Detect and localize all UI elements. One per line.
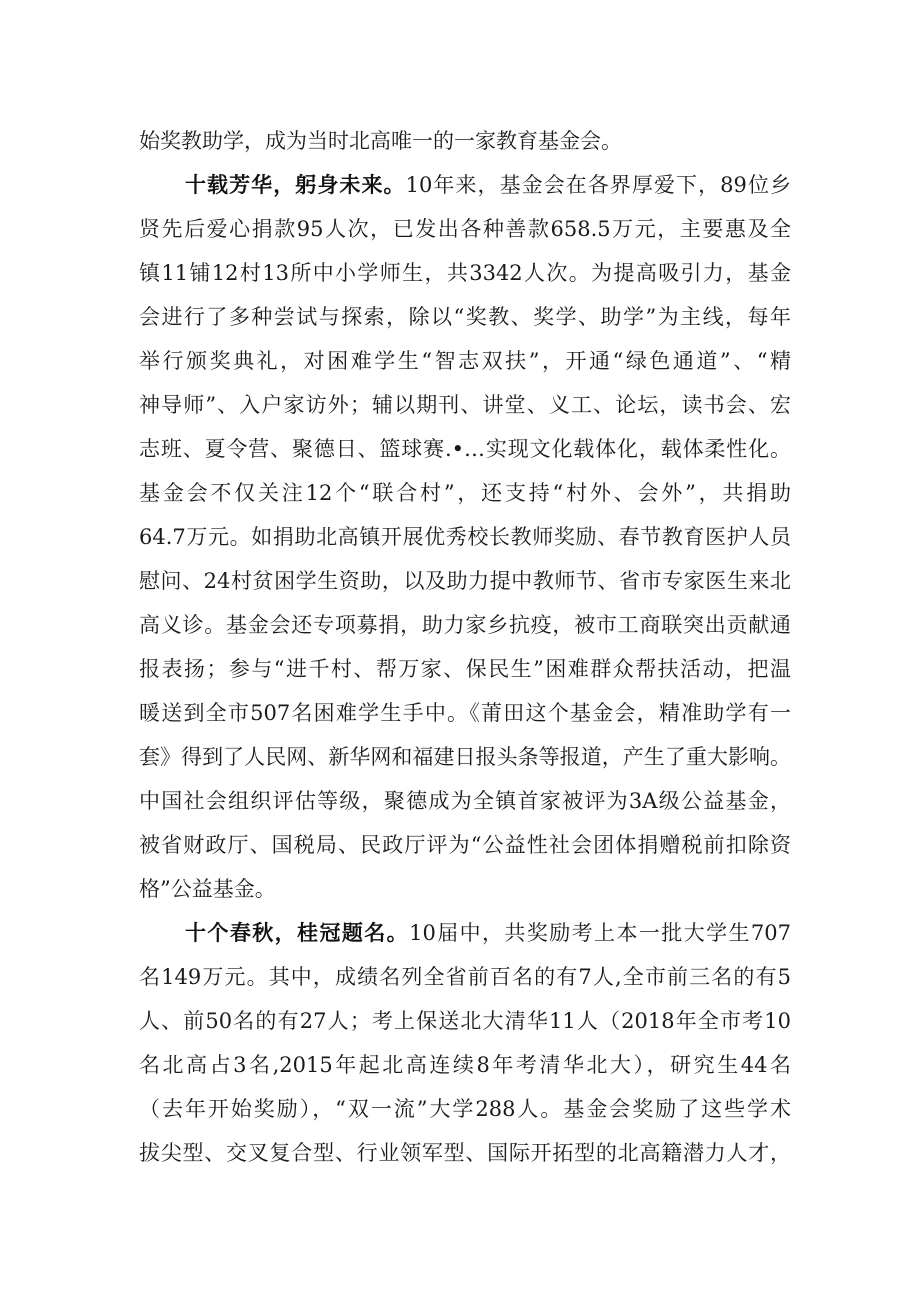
line-text: 会进行了多种尝试与探索，除以“奖教、奖学、助学”为主线，每年 bbox=[139, 305, 791, 329]
text-line bbox=[139, 119, 622, 163]
line-text: 格”公益基金。 bbox=[139, 877, 276, 901]
text-line bbox=[139, 603, 791, 647]
paragraph-start-line bbox=[185, 911, 791, 955]
text-line bbox=[139, 779, 791, 823]
text-line bbox=[139, 1043, 791, 1087]
line-text: 64.7万元。如捐助北高镇开展优秀校长教师奖励、春节教育医护人员 bbox=[139, 525, 791, 549]
line-text: 名北高占3名,2015年起北高连续8年考清华北大），研究生44名 bbox=[139, 1053, 791, 1077]
line-text: 镇11铺12村13所中小学师生，共3342人次。为提高吸引力，基金 bbox=[139, 261, 791, 285]
text-line bbox=[139, 471, 791, 515]
line-text: 始奖教助学，成为当时北高唯一的一家教育基金会。 bbox=[139, 129, 622, 153]
text-line bbox=[139, 1131, 791, 1175]
text-line bbox=[139, 295, 791, 339]
text-line bbox=[139, 383, 791, 427]
text-line bbox=[139, 955, 791, 999]
section-lead: 十个春秋，桂冠题名。 bbox=[185, 921, 410, 945]
text-line bbox=[139, 647, 791, 691]
text-line bbox=[139, 691, 791, 735]
line-text: 高义诊。基金会还专项募捐，助力家乡抗疫，被市工商联突出贡献通 bbox=[139, 613, 791, 637]
line-text: 中国社会组织评估等级，聚德成为全镇首家被评为3A级公益基金， bbox=[139, 789, 791, 813]
section-lead: 十载芳华，躬身未来。 bbox=[185, 173, 406, 197]
line-text: 贤先后爱心捐款95人次，已发出各种善款658.5万元，主要惠及全 bbox=[139, 217, 791, 241]
line-text: 志班、夏令营、聚德日、篮球赛.•…实现文化载体化，载体柔性化。 bbox=[139, 437, 791, 461]
line-text: 报表扬；参与“进千村、帮万家、保民生”困难群众帮扶活动，把温 bbox=[139, 657, 791, 681]
text-line bbox=[139, 1087, 791, 1131]
line-text: 基金会不仅关注12个“联合村”，还支持“村外、会外”，共捐助 bbox=[139, 481, 791, 505]
line-text: 举行颁奖典礼，对困难学生“智志双扶”，开通“绿色通道”、“精 bbox=[139, 349, 791, 373]
text-line bbox=[139, 515, 791, 559]
text-line bbox=[139, 207, 791, 251]
line-text: 神导师”、入户家访外；辅以期刊、讲堂、义工、论坛，读书会、宏 bbox=[139, 393, 791, 417]
line-text: 10届中，共奖励考上本一批大学生707 bbox=[409, 921, 791, 945]
line-text: 人、前50名的有27人；考上保送北大清华11人（2018年全市考10 bbox=[139, 1009, 791, 1033]
paragraph-start-line bbox=[185, 163, 791, 207]
text-line bbox=[139, 867, 276, 911]
line-text: 慰问、24村贫困学生资助，以及助力提中教师节、省市专家医生来北 bbox=[139, 569, 791, 593]
line-text: 套》得到了人民网、新华网和福建日报头条等报道，产生了重大影响。 bbox=[139, 745, 791, 769]
text-line bbox=[139, 559, 791, 603]
line-text: 拔尖型、交叉复合型、行业领军型、国际开拓型的北高籍潜力人才， bbox=[139, 1141, 791, 1165]
text-line bbox=[139, 251, 791, 295]
text-line bbox=[139, 427, 791, 471]
line-text: 暖送到全市507名困难学生手中。《莆田这个基金会，精准助学有一 bbox=[139, 701, 791, 725]
line-text: 被省财政厅、国税局、民政厅评为“公益性社会团体捐赠税前扣除资 bbox=[139, 833, 791, 857]
text-line bbox=[139, 735, 791, 779]
line-text: 10年来，基金会在各界厚爱下，89位乡 bbox=[405, 173, 791, 197]
text-line bbox=[139, 999, 791, 1043]
line-text: （去年开始奖励），“双一流”大学288人。基金会奖励了这些学术 bbox=[139, 1097, 791, 1121]
line-text: 名149万元。其中，成绩名列全省前百名的有7人,全市前三名的有5 bbox=[139, 965, 791, 989]
text-line bbox=[139, 339, 791, 383]
text-line bbox=[139, 823, 791, 867]
